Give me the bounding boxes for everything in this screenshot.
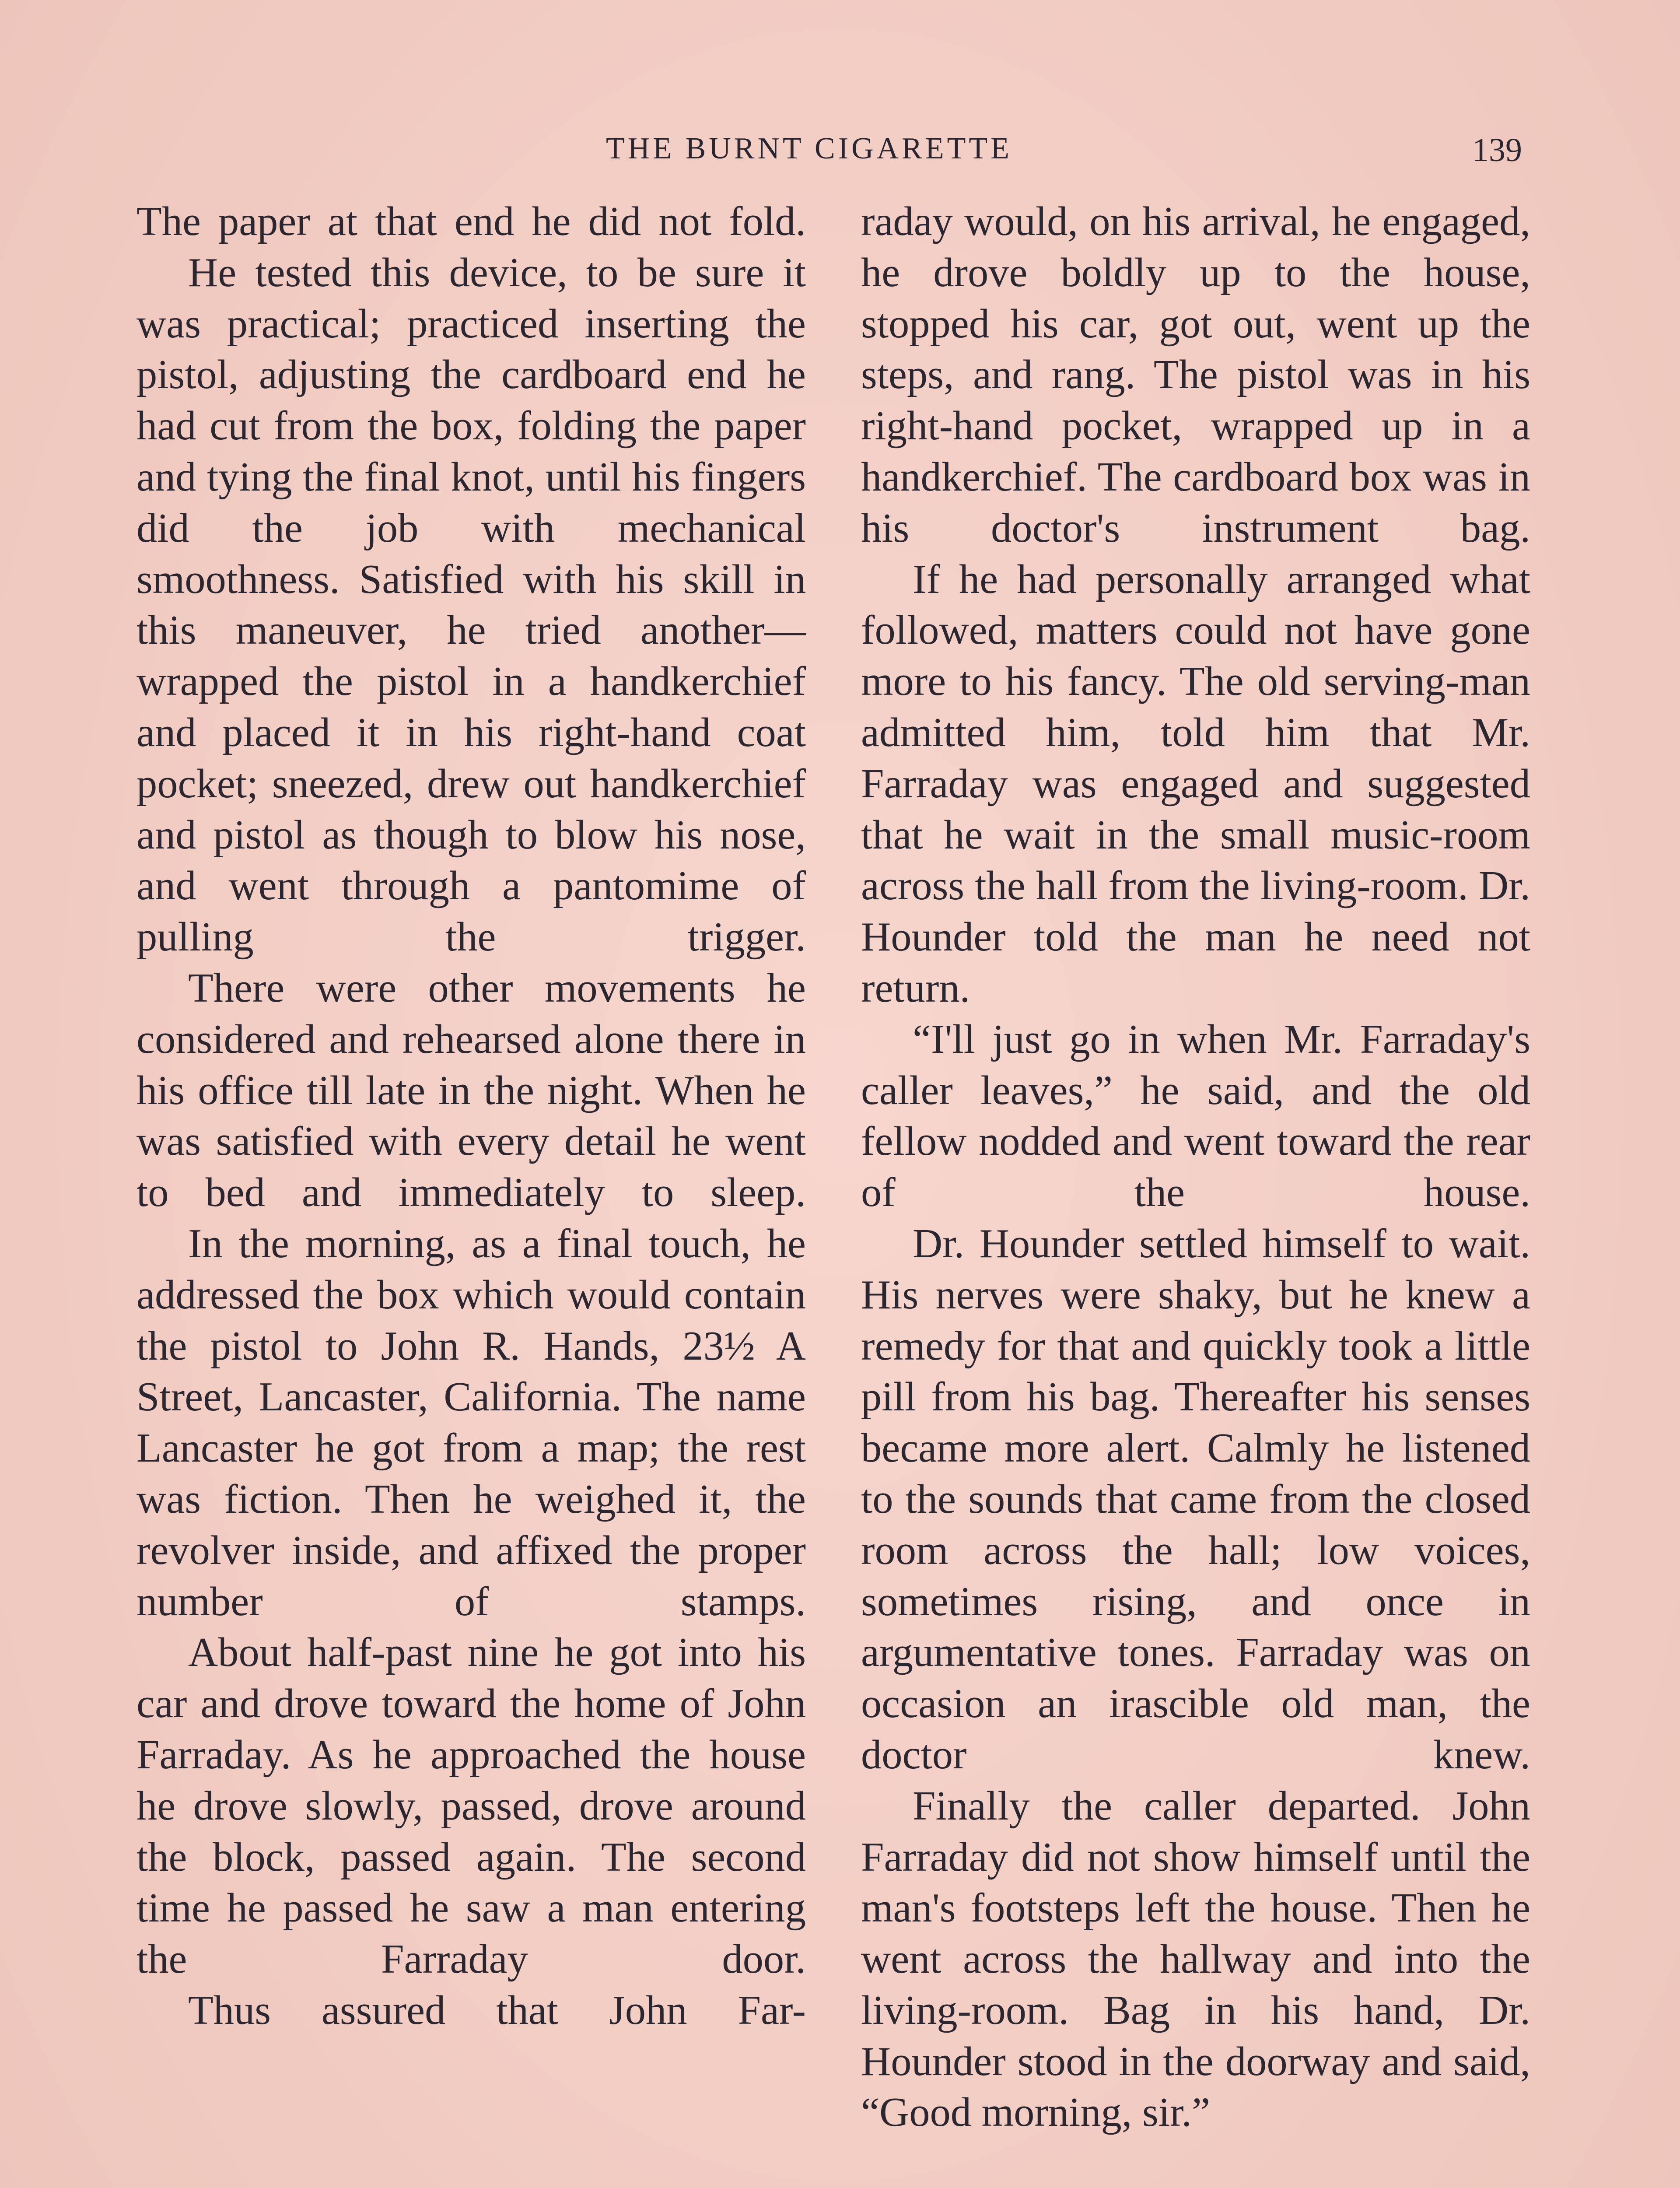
paragraph: About half-past nine he got into his car and drove toward the home of John Farraday. As he approached the house he drove slowly, passed, drove around the block, passed again. The second time he passed he saw a man entering the Farraday door. xyxy=(136,1630,806,1982)
right-column xyxy=(861,196,1530,2138)
paragraph: Finally the caller departed. John Farraday did not show himself until the man's footsteps left the house. Then he went across the hallway and into the living-room. Bag in his hand, Dr. Hounder stood in the doorway and said, “Good morning, sir.” xyxy=(861,1783,1530,2135)
paragraph: If he had personally arranged what followed, matters could not have gone more to his fancy. The old serving-man admitted him, told him that Mr. Farraday was engaged and suggested that he wait in the small music-room across the hall from the living-room. Dr. Hounder told the man he need not return. xyxy=(861,556,1530,1011)
paragraph: “I'll just go in when Mr. Farraday's caller leaves,” he said, and the old fellow nodded and went toward the rear of the house. xyxy=(861,1016,1530,1216)
left-column xyxy=(136,196,806,2036)
running-title: THE BURNT CIGARETTE xyxy=(606,132,1012,165)
paragraph: He tested this device, to be sure it was practical; practiced inserting the pistol, adjusting the cardboard end he had cut from the box, folding the paper and tying the final knot, until his fingers did the job with mechanical smoothness. Satisfied with his skill in this maneuver, he tried another—wrapped the pistol in a handkerchief and placed it in his right-hand coat pocket; sneezed, drew out handkerchief and pistol as though to blow his nose, and went through a pantomime of pulling the trigger. xyxy=(136,249,806,960)
paragraph: raday would, on his arrival, he engaged, he drove boldly up to the house, stopped his car, got out, went up the steps, and rang. The pistol was in his right-hand pocket, wrapped up in a handkerchief. The cardboard box was in his doctor's instrument bag. xyxy=(861,199,1530,551)
paragraph: There were other movements he considered and rehearsed alone there in his office till late in the night. When he was satisfied with every detail he went to bed and immediately to sleep. xyxy=(136,965,806,1216)
page-number: 139 xyxy=(1472,132,1522,168)
paragraph: In the morning, as a final touch, he addressed the box which would contain the pistol to John R. Hands, 23½ A Street, Lancaster, California. The name Lancaster he got from a map; the rest was fiction. Then he weighed it, the revolver inside, and affixed the proper number of stamps. xyxy=(136,1220,806,1624)
paragraph: The paper at that end he did not fold. xyxy=(136,199,806,244)
paragraph: Dr. Hounder settled himself to wait. His nerves were shaky, but he knew a remedy for that and quickly took a little pill from his bag. Thereafter his senses became more alert. Calmly he listened to the sounds that came from the closed room across the hall; low voices, sometimes rising, and once in argumentative tones. Farraday was on occasion an irascible old man, the doctor knew. xyxy=(861,1220,1530,1778)
paragraph: Thus assured that John Far- xyxy=(188,1987,806,2033)
